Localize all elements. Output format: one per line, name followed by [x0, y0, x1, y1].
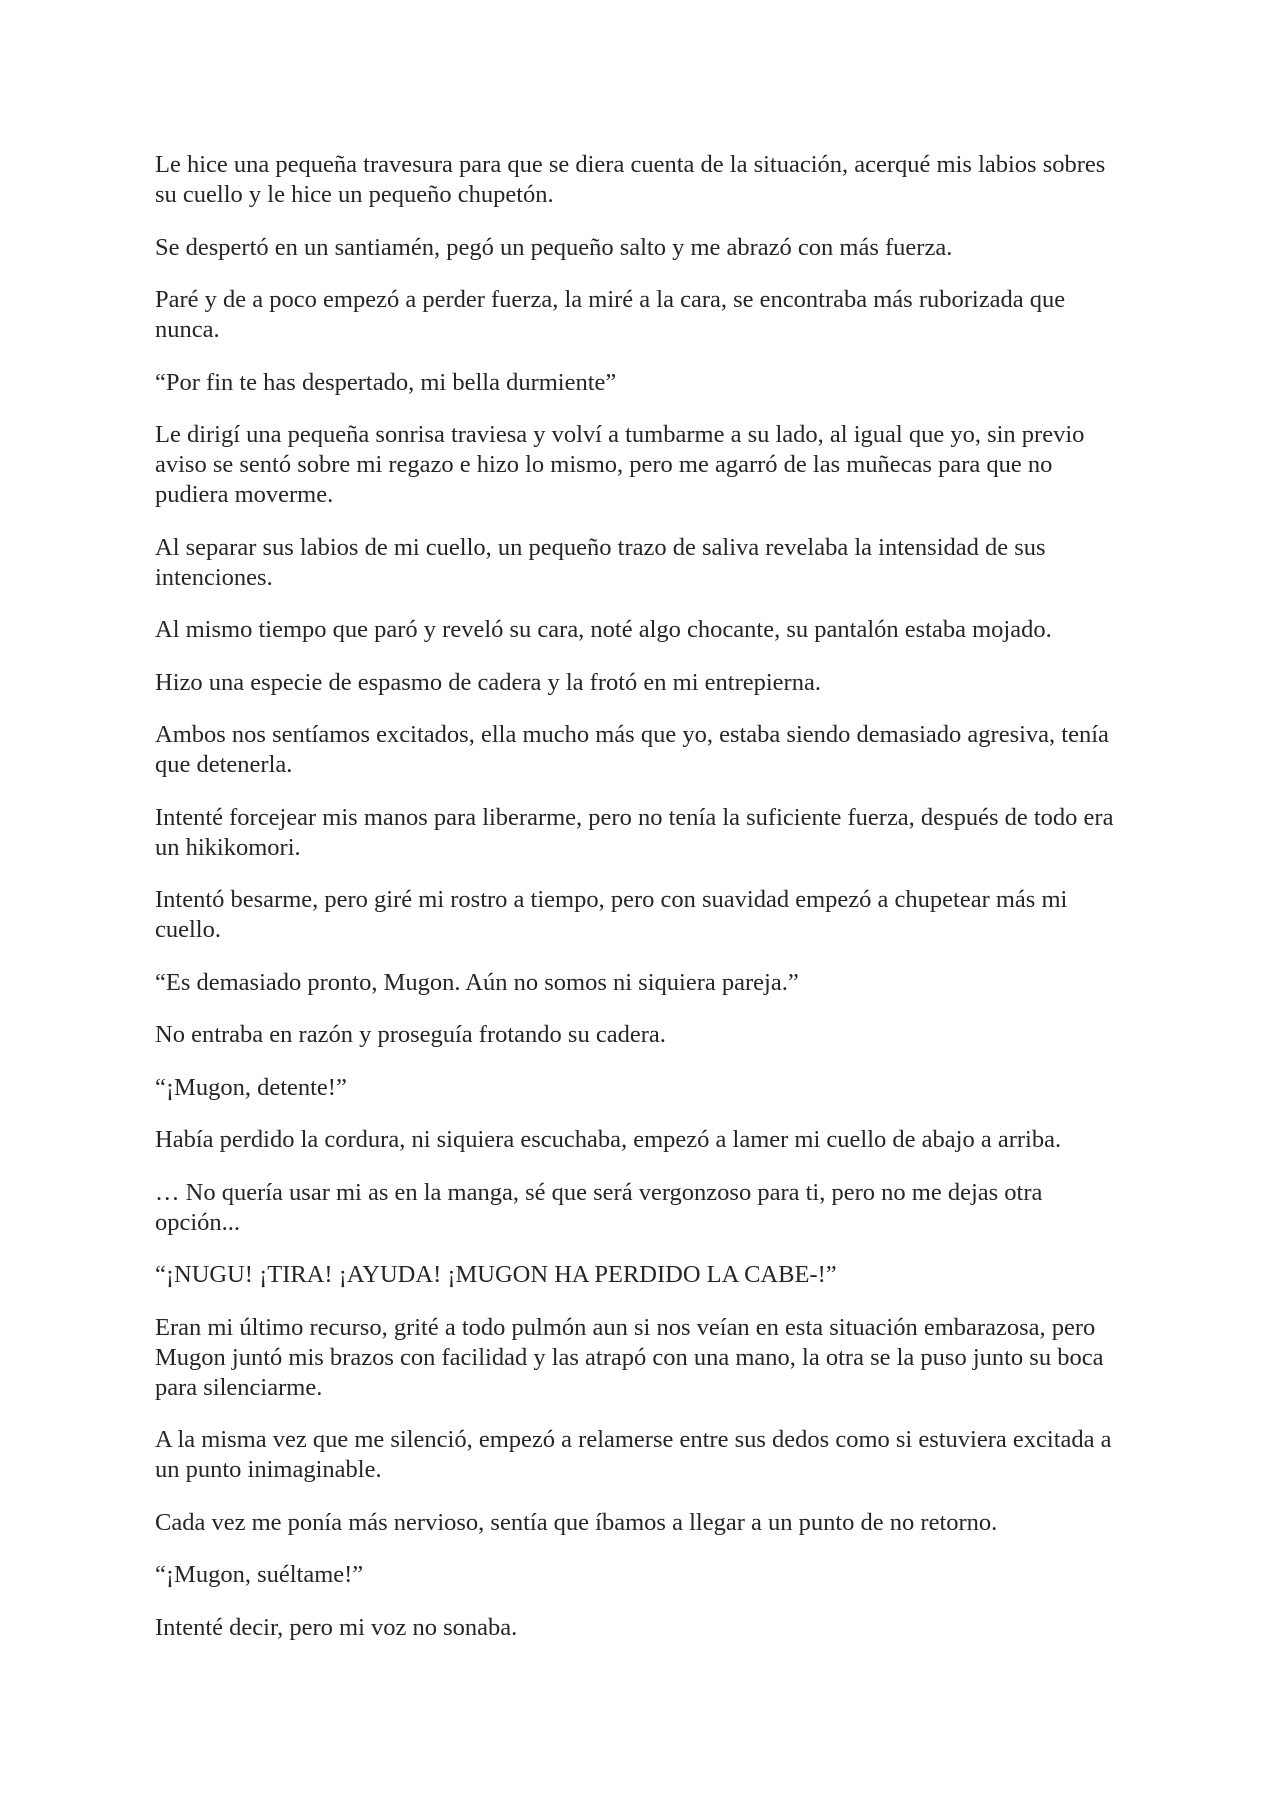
paragraph: Hizo una especie de espasmo de cadera y la frotó en mi entrepierna. [155, 668, 821, 696]
paragraph: Al mismo tiempo que paró y reveló su cara, noté algo chocante, su pantalón estaba mojado. [155, 616, 1052, 643]
paragraph: Cada vez me ponía más nervioso, sentía que íbamos a llegar a un punto de no retorno. [155, 1508, 998, 1536]
paragraph: No entraba en razón y proseguía frotando su cadera. [155, 1021, 666, 1048]
paragraph: Ambos nos sentíamos excitados, ella mucho más que yo, estaba siendo demasiado agresiva, tenía que detenerla. [155, 721, 1109, 778]
paragraph: “¡Mugon, detente!” [155, 1073, 347, 1101]
paragraph: “¡NUGU! ¡TIRA! ¡AYUDA! ¡MUGON HA PERDIDO LA CABE-!” [155, 1261, 837, 1288]
paragraph: Al separar sus labios de mi cuello, un pequeño trazo de saliva revelaba la intensidad de sus intenciones. [155, 533, 1046, 591]
paragraph: “Por fin te has despertado, mi bella durmiente” [155, 368, 617, 396]
paragraph: Intentó besarme, pero giré mi rostro a tiempo, pero con suavidad empezó a chupetear más mi cuello. [155, 886, 1068, 943]
paragraph: Eran mi último recurso, grité a todo pulmón aun si nos veían en esta situación embarazosa, pero Mugon juntó mis brazos con facilidad y las atrapó con una mano, la otra se la puso junto su boca para silenciarme. [155, 1313, 1104, 1401]
paragraph: Se despertó en un santiamén, pegó un pequeño salto y me abrazó con más fuerza. [155, 233, 953, 261]
paragraph: Intenté decir, pero mi voz no sonaba. [155, 1613, 518, 1641]
paragraph: Le hice una pequeña travesura para que se diera cuenta de la situación, acerqué mis labios sobres su cuello y le hice un pequeño chupetón. [155, 151, 1106, 208]
paragraph: … No quería usar mi as en la manga, sé que será vergonzoso para ti, pero no me dejas otra opción... [155, 1178, 1043, 1236]
paragraph: Había perdido la cordura, ni siquiera escuchaba, empezó a lamer mi cuello de abajo a arriba. [155, 1126, 1062, 1153]
paragraph: “¡Mugon, suéltame!” [155, 1561, 364, 1588]
document-body [155, 150, 1130, 1643]
paragraph: A la misma vez que me silenció, empezó a relamerse entre sus dedos como si estuviera excitada a un punto inimaginable. [155, 1426, 1112, 1483]
paragraph: Intenté forcejear mis manos para liberarme, pero no tenía la suficiente fuerza, después de todo era un hikikomori. [155, 803, 1114, 861]
paragraph: Le dirigí una pequeña sonrisa traviesa y volví a tumbarme a su lado, al igual que yo, sin previo aviso se sentó sobre mi regazo e hizo lo mismo, pero me agarró de las muñecas para que no pudiera moverme. [155, 421, 1085, 508]
paragraph: Paré y de a poco empezó a perder fuerza, la miré a la cara, se encontraba más ruborizada que nunca. [155, 286, 1066, 343]
paragraph: “Es demasiado pronto, Mugon. Aún no somos ni siquiera pareja.” [155, 968, 799, 996]
